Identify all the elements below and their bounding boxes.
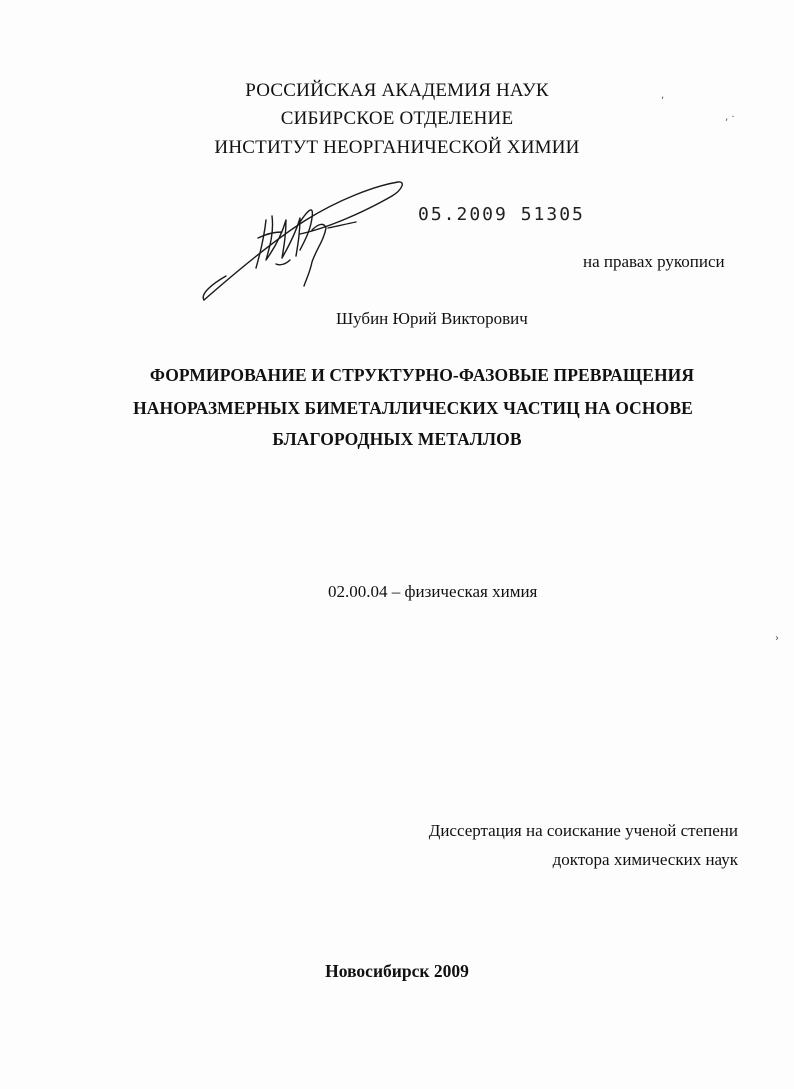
author-signature bbox=[196, 176, 408, 308]
registration-stamp-number: 05.2009 51305 bbox=[418, 204, 585, 225]
author-name: Шубин Юрий Викторович bbox=[336, 309, 528, 328]
title-line-1: ФОРМИРОВАНИЕ И СТРУКТУРНО-ФАЗОВЫЕ ПРЕВРАЩЕНИЯ bbox=[149, 365, 695, 385]
institute-name: ИНСТИТУТ НЕОРГАНИЧЕСКОЙ ХИМИИ bbox=[214, 137, 580, 158]
degree-line-2: доктора химических наук bbox=[552, 850, 738, 869]
scan-speck: , · bbox=[725, 112, 735, 123]
title-line-2: НАНОРАЗМЕРНЫХ БИМЕТАЛЛИЧЕСКИХ ЧАСТИЦ НА ОСНОВЕ bbox=[133, 398, 693, 418]
specialty-code: 02.00.04 – физическая химия bbox=[328, 582, 538, 601]
academy-name: РОССИЙСКАЯ АКАДЕМИЯ НАУК bbox=[245, 80, 549, 101]
title-line-3: БЛАГОРОДНЫХ МЕТАЛЛОВ bbox=[272, 429, 522, 449]
degree-line-1: Диссертация на соискание ученой степени bbox=[428, 821, 738, 840]
scan-speck: › bbox=[775, 633, 779, 644]
manuscript-rights-note: на правах рукописи bbox=[583, 252, 725, 271]
city-year: Новосибирск 2009 bbox=[325, 961, 469, 981]
scan-speck: , bbox=[661, 90, 665, 101]
branch-name: СИБИРСКОЕ ОТДЕЛЕНИЕ bbox=[280, 108, 514, 129]
